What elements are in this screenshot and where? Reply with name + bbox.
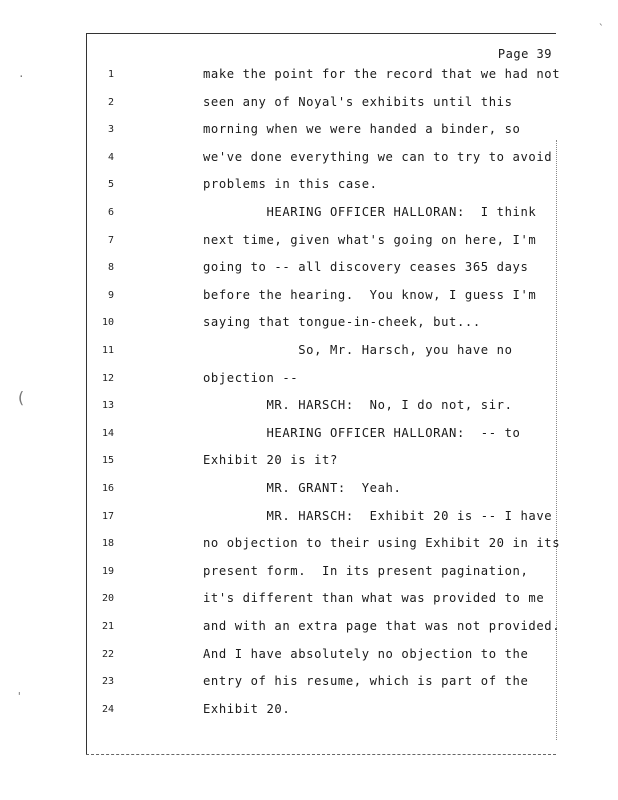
line-text: before the hearing. You know, I guess I'm — [203, 287, 537, 302]
line-text: MR. HARSCH: Exhibit 20 is -- I have — [203, 508, 553, 523]
line-number: 14 — [101, 427, 114, 439]
line-text: seen any of Noyal's exhibits until this — [203, 94, 513, 109]
line-number: 18 — [101, 538, 114, 550]
transcript-line — [0, 67, 618, 94]
transcript-line — [0, 674, 618, 701]
line-number: 21 — [101, 621, 114, 632]
transcript-line — [0, 509, 618, 536]
transcript-line — [0, 95, 618, 122]
line-number: 15 — [101, 455, 114, 467]
line-text: HEARING OFFICER HALLORAN: -- to — [203, 425, 521, 440]
page-number: Page 39 — [497, 47, 552, 61]
transcript-line — [0, 177, 618, 204]
line-number: 17 — [101, 510, 114, 522]
transcript-line — [0, 398, 618, 425]
line-number: 11 — [101, 345, 114, 356]
line-number: 23 — [101, 676, 114, 688]
line-text: next time, given what's going on here, I'm — [203, 232, 537, 247]
transcript-line — [0, 205, 618, 232]
transcript-line — [0, 288, 618, 315]
page-frame-bottom — [86, 754, 556, 755]
line-text: present form. In its present pagination, — [203, 563, 529, 578]
transcript-line — [0, 260, 618, 287]
line-number: 24 — [101, 703, 114, 715]
line-number: 19 — [101, 565, 114, 577]
line-text: HEARING OFFICER HALLORAN: I think — [203, 205, 537, 219]
transcript-line — [0, 343, 618, 370]
transcript-line — [0, 233, 618, 260]
line-text: Exhibit 20 is it? — [203, 453, 338, 468]
transcript-line — [0, 702, 618, 729]
line-text: we've done everything we can to try to avoid — [203, 149, 553, 164]
transcript-line — [0, 481, 618, 508]
scan-speck: ( — [16, 388, 26, 407]
line-number: 5 — [107, 179, 114, 191]
page-frame-top — [86, 33, 556, 34]
line-text: MR. HARSCH: No, I do not, sir. — [203, 398, 513, 413]
line-number: 2 — [107, 96, 114, 108]
line-text: So, Mr. Harsch, you have no — [203, 343, 513, 357]
line-number: 22 — [101, 648, 114, 660]
transcript-line — [0, 315, 618, 342]
line-number: 7 — [107, 234, 114, 246]
line-number: 6 — [107, 207, 114, 218]
line-text: make the point for the record that we had not — [203, 67, 561, 81]
line-number: 20 — [101, 593, 114, 605]
line-number: 16 — [101, 483, 114, 494]
transcript-line — [0, 122, 618, 149]
line-number: 13 — [101, 400, 114, 412]
line-text: morning when we were handed a binder, so — [203, 122, 521, 137]
transcript-line — [0, 564, 618, 591]
line-number: 9 — [107, 289, 114, 301]
transcript-line — [0, 591, 618, 618]
line-text: and with an extra page that was not provided. — [203, 619, 561, 633]
scan-speck: ' — [16, 690, 23, 703]
line-number: 8 — [107, 262, 114, 274]
line-text: going to -- all discovery ceases 365 days — [203, 260, 529, 275]
transcript-line — [0, 453, 618, 480]
line-text: objection -- — [203, 370, 299, 385]
transcript-line — [0, 647, 618, 674]
scan-speck: · — [18, 70, 25, 83]
line-number: 12 — [101, 372, 114, 384]
line-number: 4 — [107, 151, 114, 163]
line-text: MR. GRANT: Yeah. — [203, 481, 402, 495]
line-text: Exhibit 20. — [203, 701, 291, 716]
transcript-line — [0, 536, 618, 563]
line-text: saying that tongue-in-cheek, but... — [203, 315, 481, 330]
transcript-line — [0, 426, 618, 453]
line-number: 10 — [101, 317, 114, 329]
transcript-line — [0, 150, 618, 177]
line-text: problems in this case. — [203, 177, 378, 192]
line-number: 1 — [107, 69, 114, 80]
transcript-line — [0, 619, 618, 646]
line-text: it's different than what was provided to me — [203, 591, 545, 606]
line-text: no objection to their using Exhibit 20 in its — [203, 536, 561, 551]
transcript-line — [0, 371, 618, 398]
line-text: And I have absolutely no objection to the — [203, 646, 529, 661]
scan-speck: ` — [598, 22, 605, 35]
line-number: 3 — [107, 124, 114, 136]
line-text: entry of his resume, which is part of the — [203, 674, 529, 689]
